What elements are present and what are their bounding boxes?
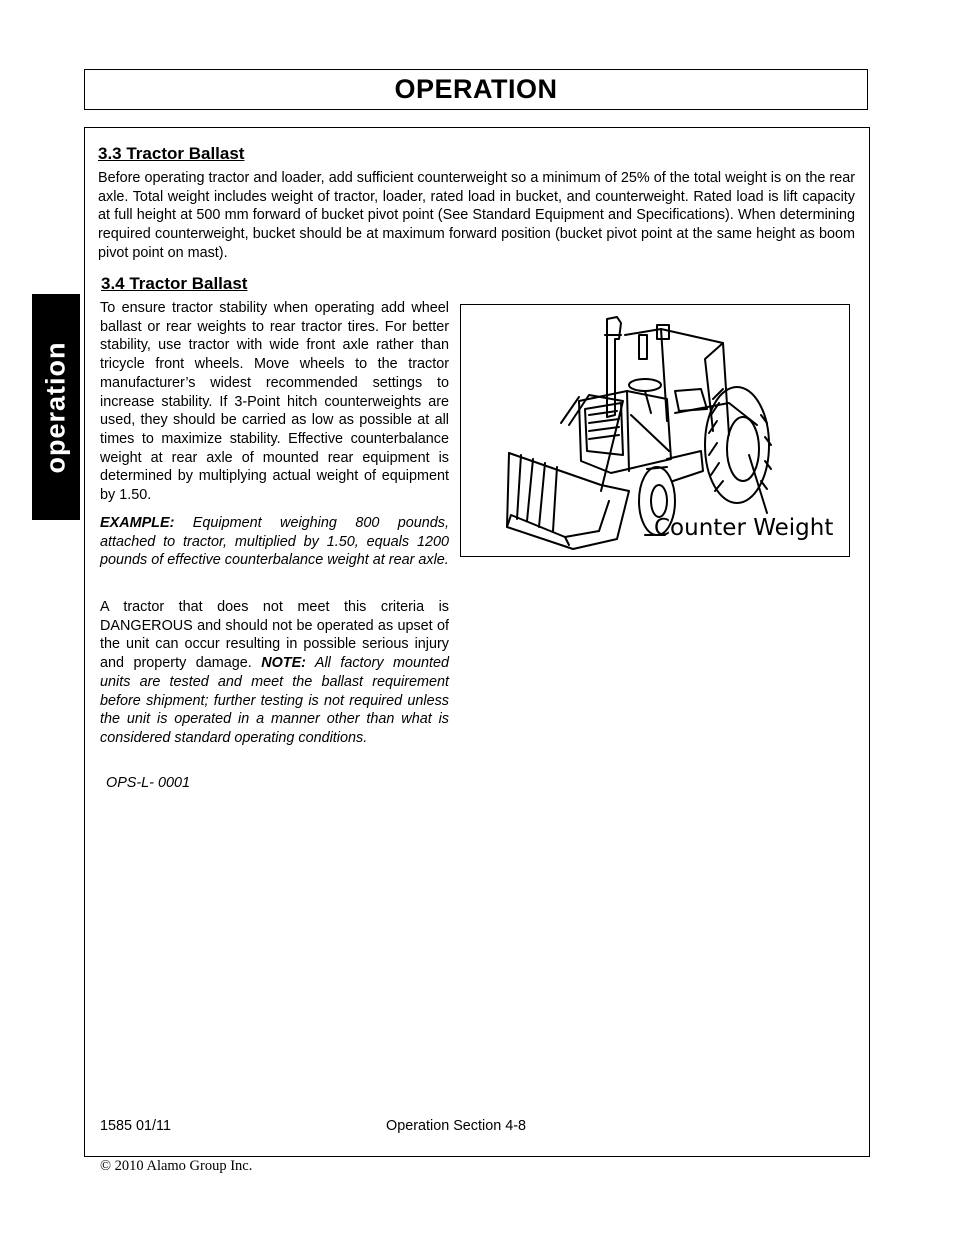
page-header — [84, 69, 868, 110]
section-3-3-heading: 3.3 Tractor Ballast — [98, 144, 245, 163]
section-3-4-heading: 3.4 Tractor Ballast — [101, 274, 248, 293]
side-tab-label: operation — [40, 340, 71, 474]
copyright: © 2010 Alamo Group Inc. — [100, 1158, 253, 1174]
footer-section: Operation Section 4-8 — [386, 1118, 526, 1134]
tractor-figure — [460, 304, 850, 557]
danger-text: A tractor that does not meet this criteria is DANGEROUS and should not be operated as upset of the unit can occur resulting in possible serious injury and property damage. — [100, 599, 449, 672]
counter-weight-label: Counter Weight — [654, 515, 834, 541]
page-title: OPERATION — [394, 74, 558, 104]
note-text: All factory mounted units are tested and meet the ballast requirement before shipment; further testing is not required unless the unit is operated in a manner other than what is considered standard operating conditions. — [100, 655, 449, 746]
example-label: EXAMPLE: — [100, 515, 175, 531]
note-label: NOTE: — [261, 655, 306, 672]
footer-model-date: 1585 01/11 — [100, 1118, 171, 1134]
danger-paragraph — [100, 598, 449, 748]
section-3-3-body: Before operating tractor and loader, add sufficient counterweight so a minimum of 25% of the total weight is on the rear axle. Total weight includes weight of tractor, loader, rated load in bucket, and counterweight. Rated load is lift capacity at full height at 500 mm forward of bucket pivot point (See Standard Equipment and Specifications). When determining required counterweight, bucket should be at maximum forward position (bucket pivot point at the same height as boom pivot point on mast). — [98, 170, 855, 261]
stability-paragraph: To ensure tractor stability when operating add wheel ballast or rear weights to rear tractor tires. For better stability, use tractor with wide front axle rather than tricycle front wheels. Move wheels to the tractor manufacturer’s widest recommended settings to increase stability. If 3-Point hitch counterweights are used, they should be carried as low as possible at all times to maximize stability. Effective counterbalance weight at rear axle of mounted rear equipment is determined by multiplying actual weight of equipment by 1.50. — [100, 300, 449, 504]
side-tab — [32, 294, 80, 520]
example-text: Equipment weighing 800 pounds, attached to tractor, multiplied by 1.50, equals 1200 pounds of effective counterbalance weight at rear axle. — [100, 515, 449, 569]
reference-code: OPS-L- 0001 — [106, 775, 190, 791]
example-paragraph — [100, 514, 449, 570]
